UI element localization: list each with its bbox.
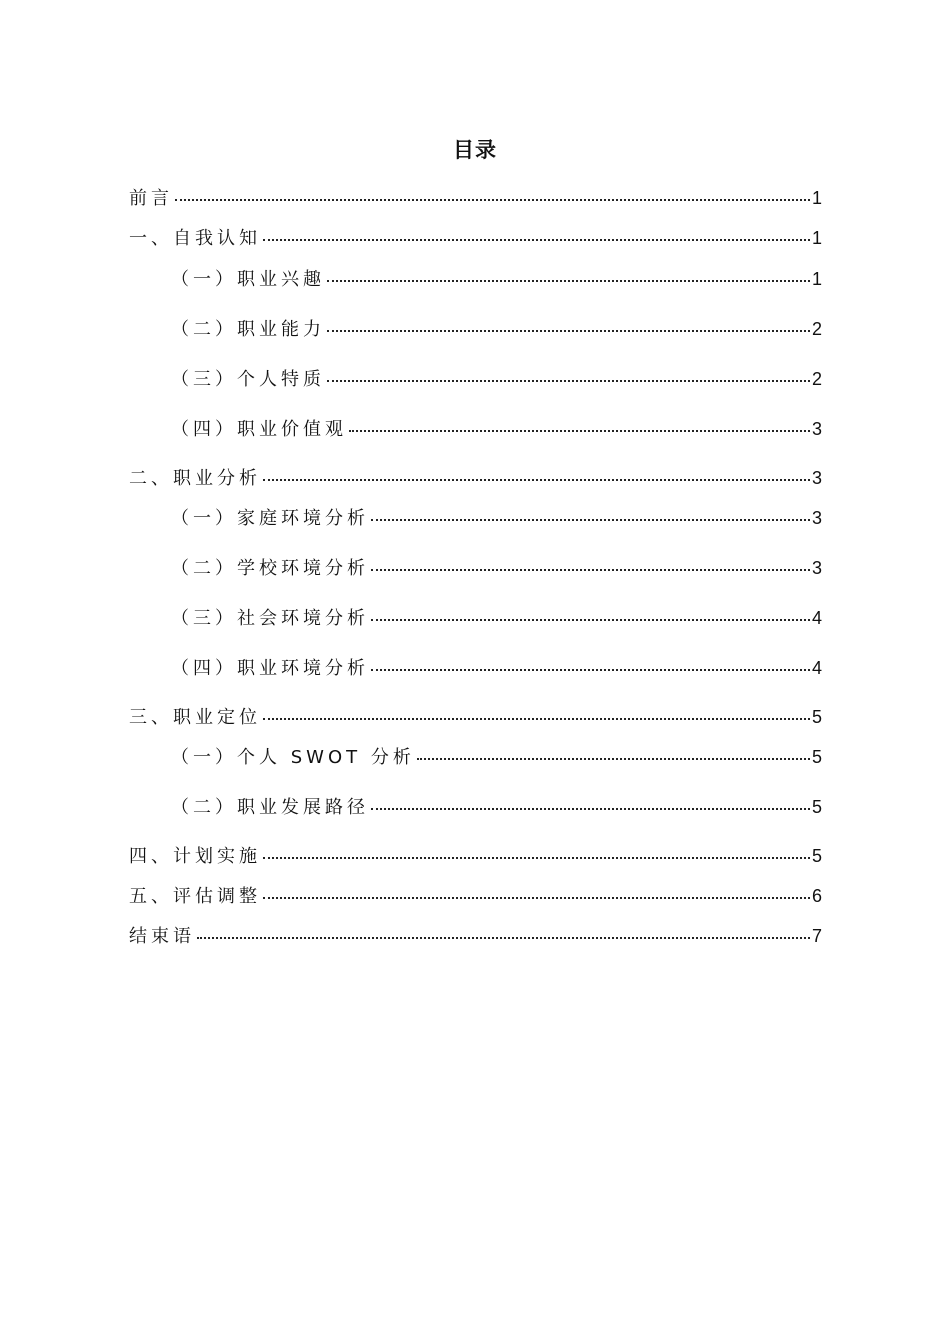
- dot-leader: [371, 808, 810, 810]
- toc-page-number: 3: [811, 558, 822, 578]
- toc-page-number: 4: [811, 608, 822, 628]
- toc-entry-label: （一）个人 SWOT 分析: [171, 747, 415, 768]
- dot-leader: [263, 239, 810, 241]
- toc-entry-label: （二）职业能力: [171, 319, 325, 340]
- dot-leader: [371, 669, 810, 671]
- dot-leader: [197, 937, 810, 939]
- toc-entry-label: 二、职业分析: [129, 468, 261, 489]
- dot-leader: [263, 897, 810, 899]
- toc-entry-label: （一）职业兴趣: [171, 269, 325, 290]
- toc-page-number: 1: [811, 228, 822, 248]
- toc-page-number: 7: [811, 926, 822, 946]
- dot-leader: [327, 380, 810, 382]
- dot-leader: [371, 569, 810, 571]
- dot-leader: [263, 718, 810, 720]
- toc-entry-career-analysis[interactable]: [129, 465, 822, 491]
- toc-entry-label: （三）个人特质: [171, 369, 325, 390]
- toc-page-number: 5: [811, 846, 822, 866]
- toc-entry-label: 五、评估调整: [129, 886, 261, 907]
- toc-entry-label: （三）社会环境分析: [171, 608, 369, 629]
- toc-entry-label: 结束语: [129, 926, 195, 947]
- toc-entry-label: （四）职业环境分析: [171, 658, 369, 679]
- toc-entry-label: （四）职业价值观: [171, 419, 347, 440]
- toc-entry-family-environment[interactable]: [171, 505, 822, 531]
- toc-entry-label: （二）职业发展路径: [171, 797, 369, 818]
- dot-leader: [175, 199, 810, 201]
- toc-title: 目录: [453, 138, 497, 162]
- toc-entry-career-positioning[interactable]: [129, 704, 822, 730]
- toc-entry-career-path[interactable]: [171, 794, 822, 820]
- toc-entry-label: （二）学校环境分析: [171, 558, 369, 579]
- toc-entry-label: 一、自我认知: [129, 228, 261, 249]
- toc-page-number: 3: [811, 508, 822, 528]
- toc-entry-preface[interactable]: [129, 185, 822, 211]
- toc-page-number: 2: [811, 369, 822, 389]
- toc-page-number: 5: [811, 747, 822, 767]
- toc-entry-self-awareness[interactable]: [129, 225, 822, 251]
- toc-entry-career-environment[interactable]: [171, 655, 822, 681]
- toc-page-number: 1: [811, 188, 822, 208]
- toc-entry-social-environment[interactable]: [171, 605, 822, 631]
- toc-entry-label: 三、职业定位: [129, 707, 261, 728]
- dot-leader: [327, 280, 810, 282]
- toc-entry-career-interest[interactable]: [171, 266, 822, 292]
- toc-entry-label: （一）家庭环境分析: [171, 508, 369, 529]
- toc-entry-plan-implementation[interactable]: [129, 843, 822, 869]
- toc-page-number: 5: [811, 797, 822, 817]
- dot-leader: [371, 619, 810, 621]
- toc-page-number: 2: [811, 319, 822, 339]
- toc-page-number: 4: [811, 658, 822, 678]
- toc-entry-career-values[interactable]: [171, 416, 822, 442]
- dot-leader: [263, 857, 810, 859]
- toc-page-number: 3: [811, 419, 822, 439]
- dot-leader: [417, 758, 810, 760]
- toc-entry-career-ability[interactable]: [171, 316, 822, 342]
- dot-leader: [371, 519, 810, 521]
- dot-leader: [349, 430, 810, 432]
- toc-entry-evaluation-adjustment[interactable]: [129, 883, 822, 909]
- toc-entry-swot-analysis[interactable]: [171, 744, 822, 770]
- toc-page-number: 3: [811, 468, 822, 488]
- toc-entry-label: 前言: [129, 188, 173, 209]
- toc-page-number: 6: [811, 886, 822, 906]
- toc-page-number: 5: [811, 707, 822, 727]
- toc-page-number: 1: [811, 269, 822, 289]
- toc-entry-label: 四、计划实施: [129, 846, 261, 867]
- dot-leader: [263, 479, 810, 481]
- dot-leader: [327, 330, 810, 332]
- toc-entry-school-environment[interactable]: [171, 555, 822, 581]
- toc-entry-personal-traits[interactable]: [171, 366, 822, 392]
- toc-entry-conclusion[interactable]: [129, 923, 822, 949]
